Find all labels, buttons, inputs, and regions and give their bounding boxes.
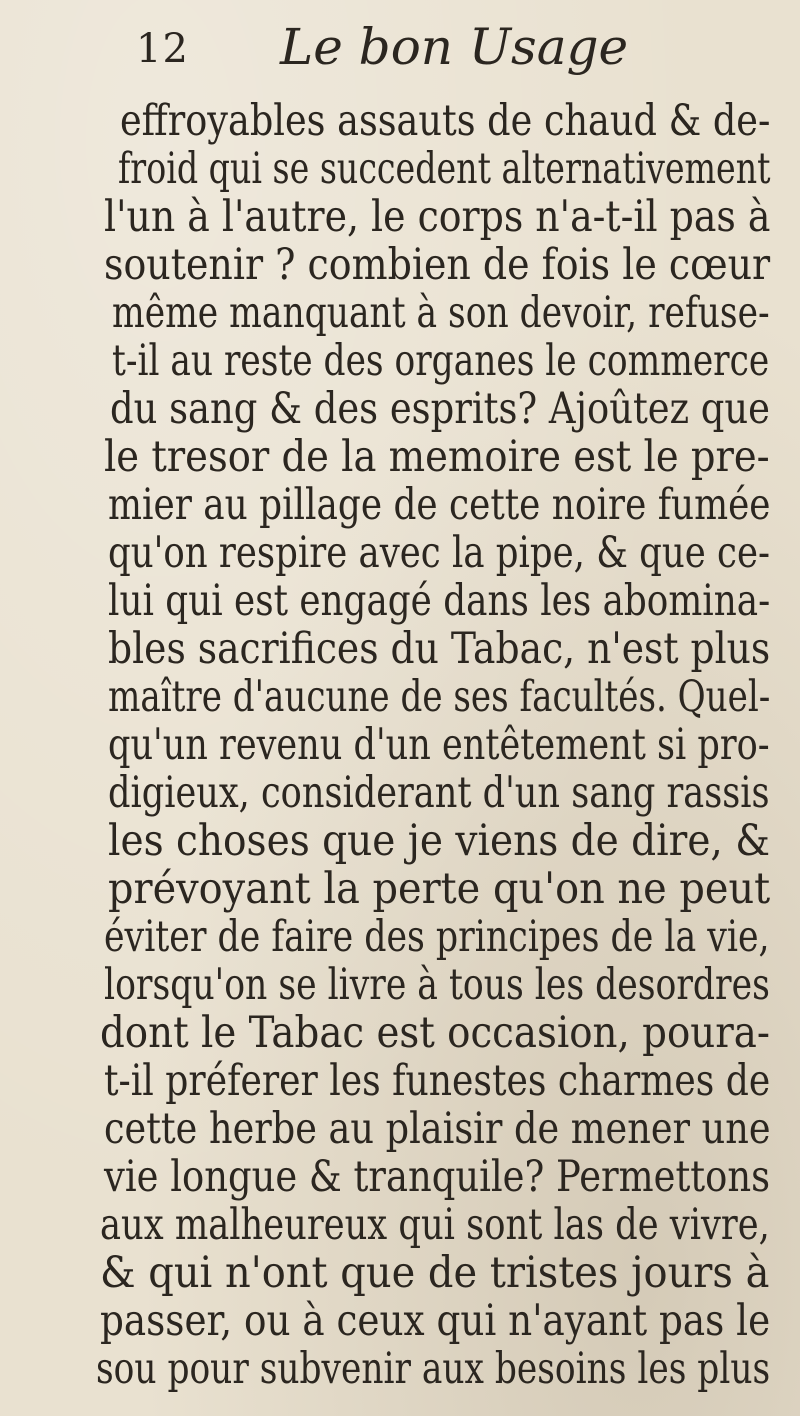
text-line: prévoyant la perte qu'on ne peut xyxy=(108,864,771,914)
text-line: bles sacrifices du Tabac, n'est plus xyxy=(108,624,771,674)
text-line: t-il préferer les funestes charmes de xyxy=(104,1056,771,1106)
text-line: vie longue & tranquile? Permettons xyxy=(104,1152,771,1202)
text-line: éviter de faire des principes de la vie, xyxy=(104,912,770,962)
text-line: même manquant à son devoir, refuse- xyxy=(112,288,770,338)
text-line: effroyables assauts de chaud & de- xyxy=(120,96,771,146)
text-line: aux malheureux qui sont las de vivre, xyxy=(100,1200,770,1250)
running-title: Le bon Usage xyxy=(280,18,629,76)
text-line: froid qui se succedent alternativement xyxy=(118,144,771,194)
text-line: l'un à l'autre, le corps n'a-t-il pas à xyxy=(104,192,771,242)
text-line: dont le Tabac est occasion, poura- xyxy=(100,1008,770,1058)
text-line: maître d'aucune de ses facultés. Quel- xyxy=(108,672,771,722)
text-line: mier au pillage de cette noire fumée xyxy=(108,480,771,530)
text-line: lui qui est engagé dans les abomina- xyxy=(108,576,771,626)
text-line: le tresor de la memoire est le pre- xyxy=(104,432,770,482)
text-line: qu'on respire avec la pipe, & que ce- xyxy=(108,528,770,578)
text-line: & qui n'ont que de tristes jours à xyxy=(100,1248,770,1298)
text-line: lorsqu'on se livre à tous les desordres xyxy=(104,960,770,1010)
text-line: du sang & des esprits? Ajoûtez que xyxy=(110,384,771,434)
text-line: sou pour subvenir aux besoins les plus xyxy=(96,1344,771,1394)
text-line: soutenir ? combien de fois le cœur xyxy=(104,240,771,290)
text-line: cette herbe au plaisir de mener une xyxy=(104,1104,771,1154)
text-line: passer, ou à ceux qui n'ayant pas le xyxy=(100,1296,771,1346)
page-header xyxy=(130,18,690,82)
text-line: qu'un revenu d'un entêtement si pro- xyxy=(108,720,770,770)
page-number: 12 xyxy=(136,26,189,72)
text-line: t-il au reste des organes le commerce xyxy=(112,336,770,386)
text-line: les choses que je viens de dire, & xyxy=(108,816,771,866)
text-line: digieux, considerant d'un sang rassis xyxy=(108,768,770,818)
